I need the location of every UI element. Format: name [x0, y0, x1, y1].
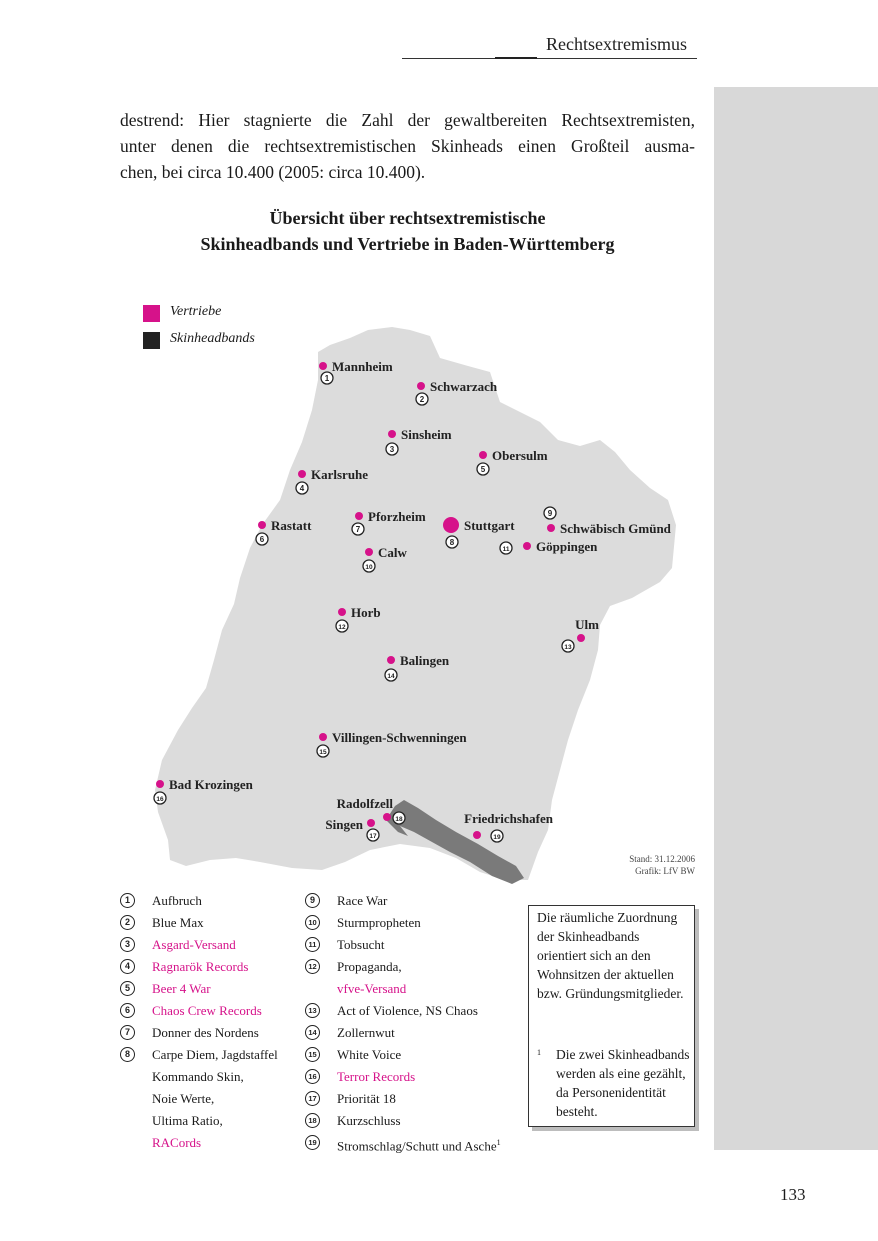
city-dot-6	[258, 521, 266, 529]
city-label-3: Sinsheim	[401, 427, 452, 442]
city-number-5: 5	[480, 465, 486, 474]
band-number-badge: 15	[305, 1047, 320, 1062]
band-number-badge: 2	[120, 915, 135, 930]
city-number-1: 1	[324, 374, 330, 383]
city-dot-10	[365, 548, 373, 556]
band-name: Tobsucht	[337, 937, 385, 952]
city-label-8: Stuttgart	[464, 518, 515, 533]
city-number-11: 11	[502, 546, 510, 553]
city-number-17: 17	[369, 833, 377, 840]
band-number-badge: 3	[120, 937, 135, 952]
band-number-badge: 12	[305, 959, 320, 974]
legend-skinheadbands-swatch	[143, 332, 160, 349]
city-number-12: 12	[338, 624, 346, 631]
band-name: Blue Max	[152, 915, 204, 930]
city-number-3: 3	[389, 445, 395, 454]
city-label-2: Schwarzach	[430, 379, 498, 394]
band-number-badge: 10	[305, 915, 320, 930]
band-number-badge: 6	[120, 1003, 135, 1018]
band-number-badge: 7	[120, 1025, 135, 1040]
vertrieb-name: vfve-Versand	[337, 981, 407, 996]
vertrieb-name: Ragnarök Records	[152, 959, 249, 974]
band-name: Donner des Nordens	[152, 1025, 259, 1040]
city-number-2: 2	[419, 395, 425, 404]
city-dot-5	[479, 451, 487, 459]
city-label-18: Radolfzell	[336, 796, 393, 811]
city-dot-15	[319, 733, 327, 741]
grafik-credit: Grafik: LfV BW	[635, 866, 695, 876]
city-label-6: Rastatt	[271, 518, 312, 533]
city-dot-1	[319, 362, 327, 370]
band-number-badge: 16	[305, 1069, 320, 1084]
city-number-8: 8	[449, 538, 455, 547]
city-dot-17	[367, 819, 375, 827]
band-number-badge: 11	[305, 937, 320, 952]
map-title-line: Übersicht über rechtsextremistische	[269, 208, 546, 228]
note-text: Die räumliche Zuordnung der Skinheadbands orientiert sich an den Wohnsitzen der aktuellen bzw. Gründungsmitglieder.	[537, 910, 684, 1001]
city-number-18: 18	[395, 816, 403, 823]
footnote-text: Die zwei Skinheadbands werden als eine gezählt, da Personenidentität besteht.	[556, 1047, 690, 1119]
city-dot-16	[156, 780, 164, 788]
page-number: 133	[780, 1185, 806, 1204]
city-number-10: 10	[365, 564, 373, 571]
band-number-badge: 17	[305, 1091, 320, 1106]
city-dot-8	[443, 517, 459, 533]
body-line: destrend: Hier stagnierte die Zahl der gewaltbereiten Rechtsextremisten,	[120, 110, 695, 130]
city-dot-18	[383, 813, 391, 821]
band-name: Priorität 18	[337, 1091, 396, 1106]
city-dot-19	[473, 831, 481, 839]
legend-skinheadbands-label: Skinheadbands	[170, 331, 255, 346]
legend-vertriebe-label: Vertriebe	[170, 304, 222, 319]
city-number-7: 7	[355, 525, 361, 534]
state-outline	[155, 327, 676, 880]
band-number-badge: 18	[305, 1113, 320, 1128]
band-name: Zollernwut	[337, 1025, 395, 1040]
map-title-line: Skinheadbands und Vertriebe in Baden-Württemberg	[200, 234, 615, 254]
band-name: Aufbruch	[152, 893, 202, 908]
city-label-5: Obersulm	[492, 448, 548, 463]
city-number-6: 6	[259, 535, 265, 544]
city-label-14: Balingen	[400, 653, 450, 668]
city-dot-11	[523, 542, 531, 550]
band-number-badge: 4	[120, 959, 135, 974]
band-name: Act of Violence, NS Chaos	[337, 1003, 478, 1018]
city-label-17: Singen	[325, 817, 363, 832]
city-label-7: Pforzheim	[368, 509, 426, 524]
band-number-badge: 5	[120, 981, 135, 996]
band-list-left	[120, 890, 305, 1160]
band-name: Ultima Ratio,	[152, 1113, 223, 1128]
city-number-16: 16	[156, 796, 164, 803]
vertrieb-name: Chaos Crew Records	[152, 1003, 262, 1018]
band-name: Race War	[337, 893, 388, 908]
city-label-15: Villingen-Schwenningen	[332, 730, 467, 745]
city-label-10: Calw	[378, 545, 407, 560]
city-label-4: Karlsruhe	[311, 467, 369, 482]
city-label-19: Friedrichshafen	[464, 811, 553, 826]
band-number-badge: 8	[120, 1047, 135, 1062]
band-number-badge: 9	[305, 893, 320, 908]
band-name: Sturmpropheten	[337, 915, 421, 930]
band-number-badge: 14	[305, 1025, 320, 1040]
city-number-14: 14	[387, 673, 395, 680]
band-list-right	[305, 890, 527, 1160]
band-name: Stromschlag/Schutt und Asche$^1$	[337, 1138, 501, 1154]
map-source-note	[580, 853, 695, 877]
city-number-15: 15	[319, 749, 327, 756]
stand-date: Stand: 31.12.2006	[629, 854, 695, 864]
body-line: chen, bei circa 10.400 (2005: circa 10.400).	[120, 162, 426, 182]
running-header-title: Rechtsextremismus	[546, 34, 687, 54]
band-number-badge: 13	[305, 1003, 320, 1018]
band-name: Kurzschluss	[337, 1113, 401, 1128]
footnote-mark: 1	[537, 1048, 541, 1057]
band-name: Kommando Skin,	[152, 1069, 244, 1084]
footnote-reference: 1	[496, 1138, 501, 1147]
city-dot-7	[355, 512, 363, 520]
band-name: Carpe Diem, Jagdstaffel	[152, 1047, 278, 1062]
city-label-12: Horb	[351, 605, 381, 620]
city-label-13: Ulm	[575, 617, 599, 632]
city-label-11: Göppingen	[536, 539, 598, 554]
vertrieb-name: Terror Records	[337, 1069, 416, 1084]
city-number-9: 9	[547, 509, 553, 518]
city-dot-3	[388, 430, 396, 438]
city-dot-2	[417, 382, 425, 390]
city-number-13: 13	[564, 644, 572, 651]
city-dot-14	[387, 656, 395, 664]
note-box	[528, 905, 695, 1127]
legend-vertriebe-swatch	[143, 305, 160, 322]
band-number-badge: 19	[305, 1135, 320, 1150]
band-number-badge: 1	[120, 893, 135, 908]
band-name: Propaganda,	[337, 959, 402, 974]
band-name: Noie Werte,	[152, 1091, 215, 1106]
city-number-19: 19	[493, 834, 501, 841]
city-label-16: Bad Krozingen	[169, 777, 253, 792]
body-line: unter denen die rechtsextremistischen Skinheads einen Großteil ausma-	[120, 136, 695, 156]
city-dot-9	[547, 524, 555, 532]
band-name: White Voice	[337, 1047, 402, 1062]
vertrieb-name: RACords	[152, 1135, 202, 1150]
city-dot-12	[338, 608, 346, 616]
vertrieb-name: Beer 4 War	[152, 981, 211, 996]
city-label-9: Schwäbisch Gmünd	[560, 521, 671, 536]
city-dot-13	[577, 634, 585, 642]
city-label-1: Mannheim	[332, 359, 393, 374]
city-dot-4	[298, 470, 306, 478]
city-number-4: 4	[299, 484, 305, 493]
vertrieb-name: Asgard-Versand	[152, 937, 236, 952]
